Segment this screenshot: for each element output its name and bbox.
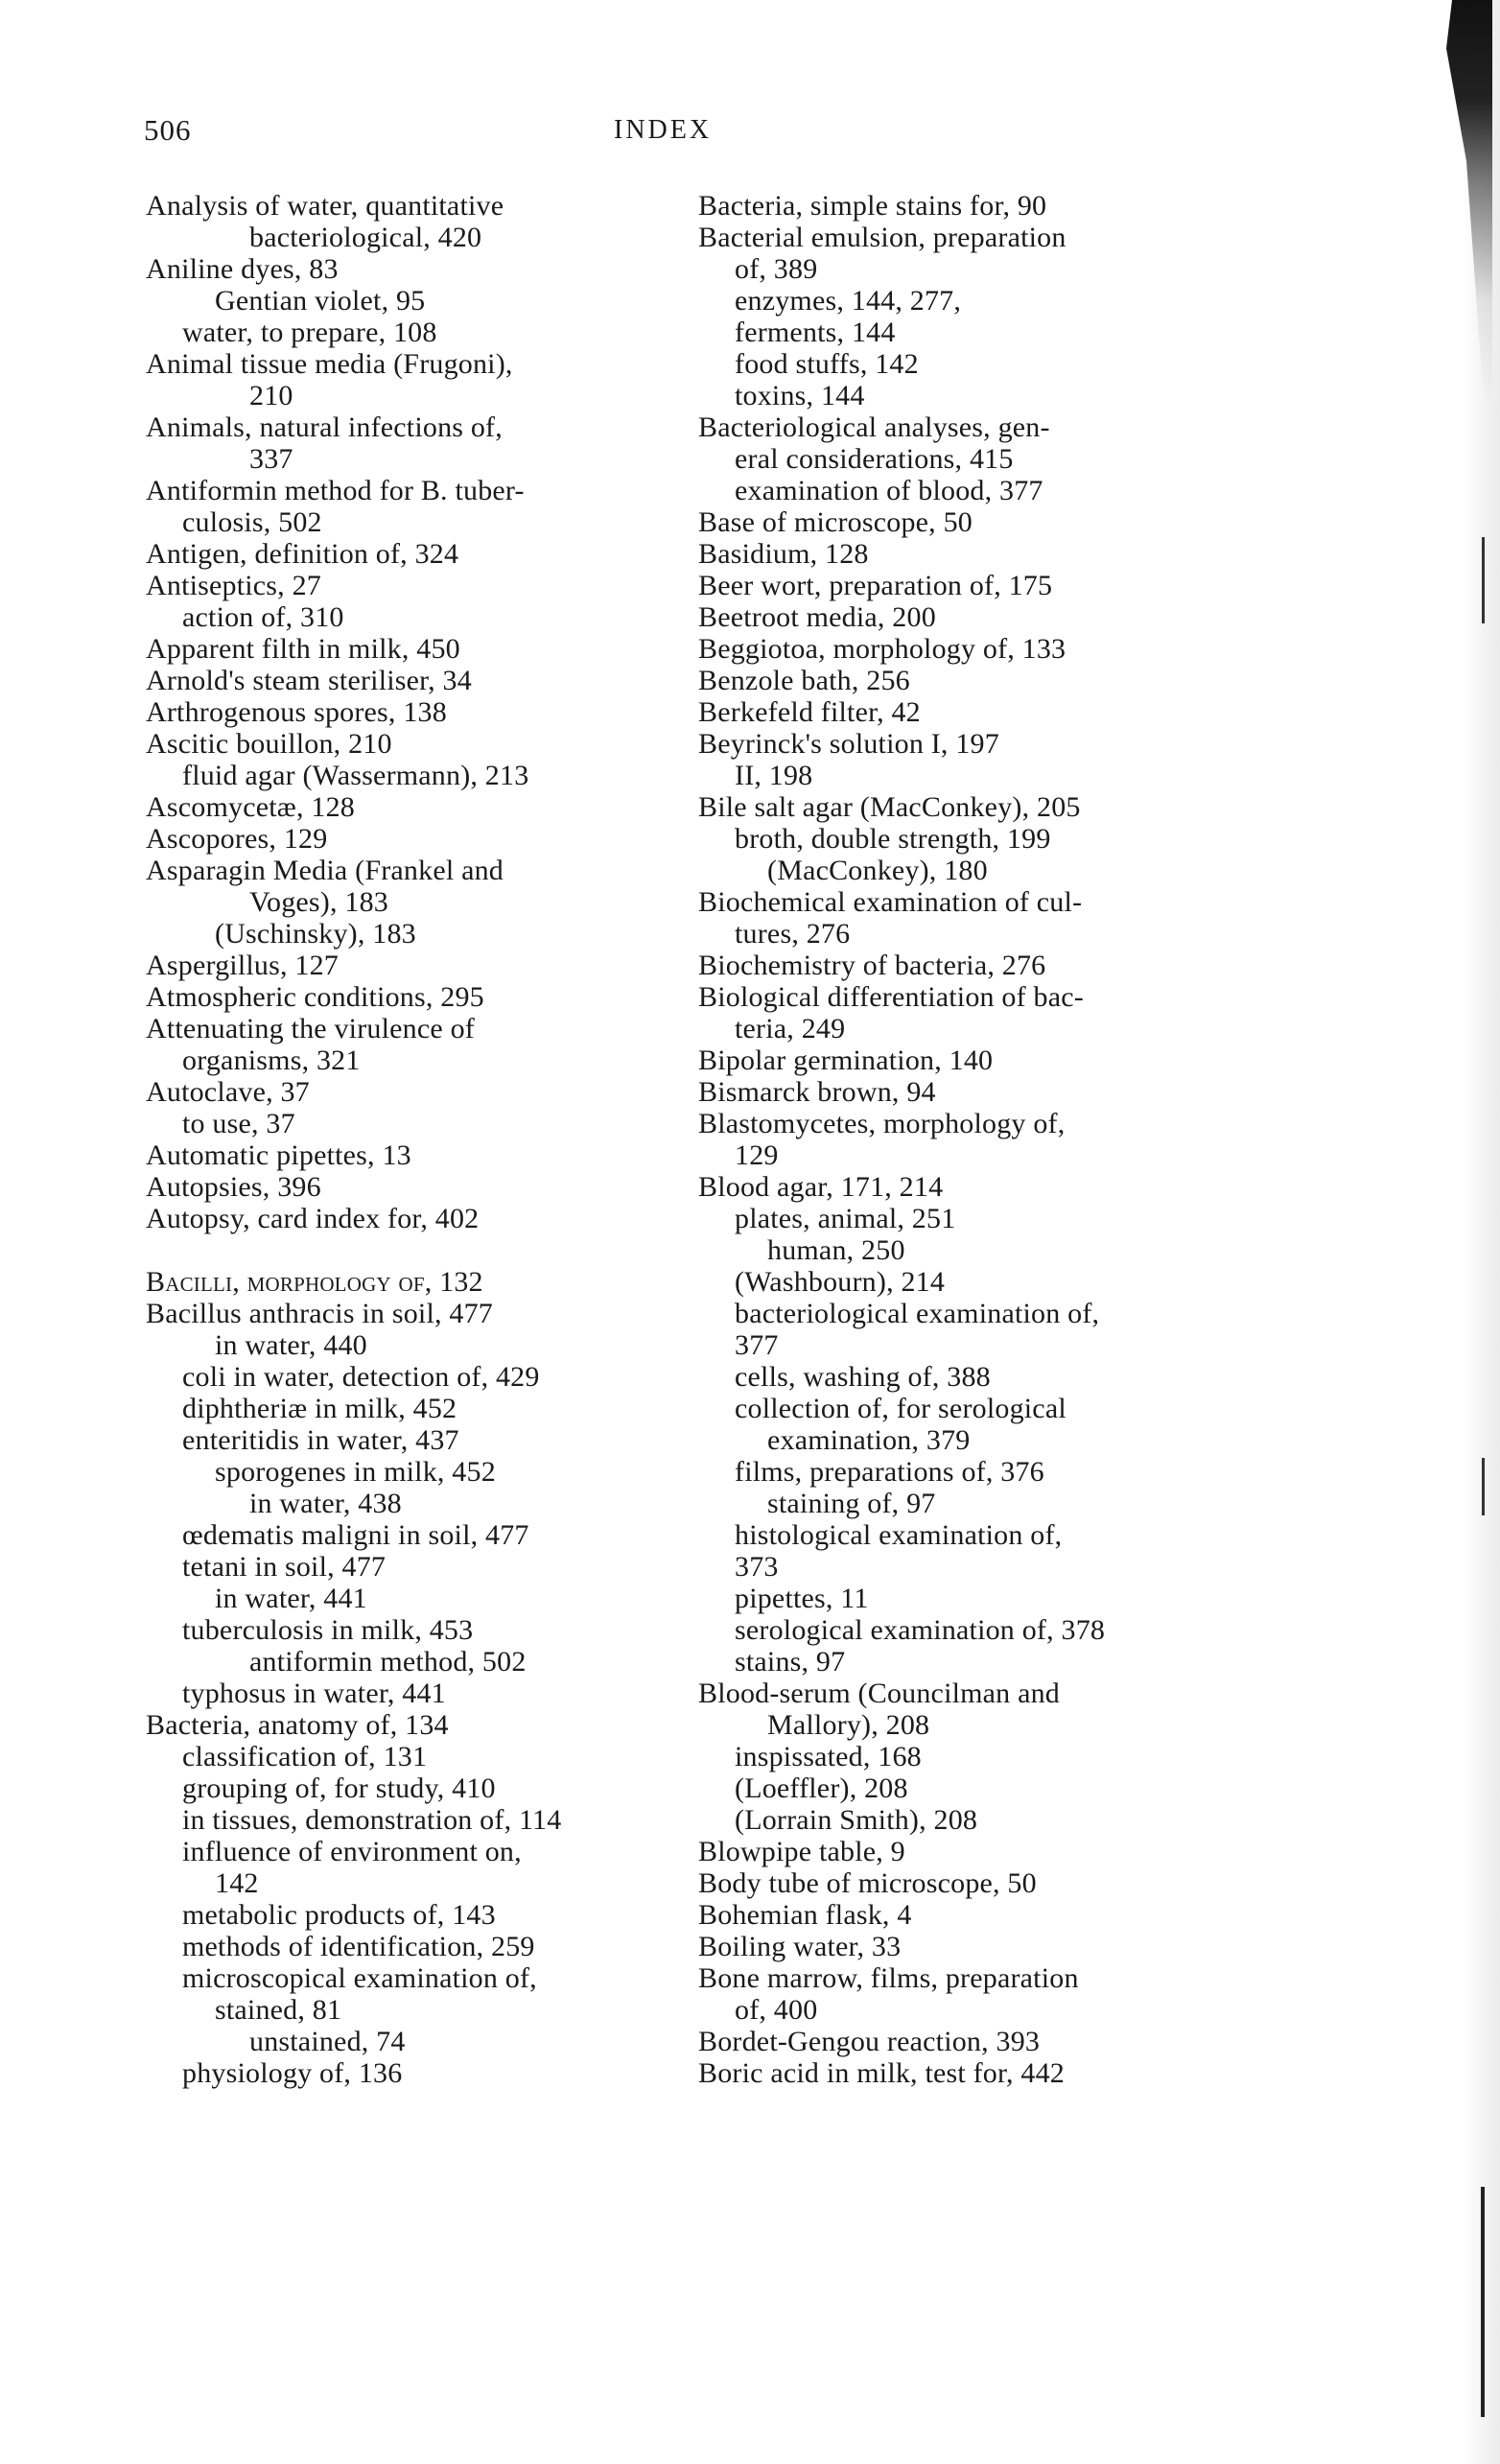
index-entry: Attenuating the virulence of — [146, 1013, 475, 1044]
page-number: 506 — [144, 113, 192, 147]
index-entry: 210 — [249, 380, 293, 411]
index-column-right — [698, 190, 1202, 2089]
index-entry: (Loeffler), 208 — [735, 1772, 908, 1804]
index-entry: enzymes, 144, 277, — [735, 285, 962, 317]
index-entry: Biochemistry of bacteria, 276 — [698, 950, 1046, 981]
index-entry: influence of environment on, — [182, 1836, 522, 1867]
running-head: INDEX — [614, 115, 713, 145]
scan-edge-line — [1481, 2187, 1485, 2417]
index-entry: Aspergillus, 127 — [146, 950, 339, 981]
index-entry: Atmospheric conditions, 295 — [146, 981, 484, 1013]
index-entry: 129 — [735, 1139, 779, 1171]
index-entry: Blowpipe table, 9 — [698, 1836, 905, 1867]
index-entry: Blood agar, 171, 214 — [698, 1171, 944, 1203]
index-entry: Automatic pipettes, 13 — [146, 1139, 411, 1171]
index-entry: in water, 441 — [215, 1583, 367, 1614]
index-entry: 337 — [249, 443, 293, 475]
index-entry: examination of blood, 377 — [735, 475, 1043, 506]
index-entry: in tissues, demonstration of, 114 — [182, 1804, 562, 1836]
index-entry: Antiseptics, 27 — [146, 570, 321, 601]
index-entry: Boric acid in milk, test for, 442 — [698, 2057, 1065, 2089]
index-entry: 142 — [215, 1867, 259, 1899]
index-entry: bacteriological, 420 — [249, 222, 482, 253]
index-column-left — [146, 190, 654, 2089]
index-entry: Benzole bath, 256 — [698, 665, 910, 696]
index-entry: physiology of, 136 — [182, 2057, 403, 2089]
index-entry: Beyrinck's solution I, 197 — [698, 728, 999, 760]
index-entry: Analysis of water, quantitative — [146, 190, 504, 222]
index-entry: action of, 310 — [182, 601, 344, 633]
index-entry: Autopsy, card index for, 402 — [146, 1203, 480, 1234]
index-entry: histological examination of, — [735, 1519, 1063, 1551]
index-entry: cells, washing of, 388 — [735, 1361, 991, 1393]
index-entry: Autopsies, 396 — [146, 1171, 321, 1203]
index-entry: diphtheriæ in milk, 452 — [182, 1393, 457, 1424]
index-entry: pipettes, 11 — [735, 1583, 869, 1614]
index-entry — [146, 1234, 654, 1266]
index-entry: eral considerations, 415 — [735, 443, 1014, 475]
index-entry: Beer wort, preparation of, 175 — [698, 570, 1053, 601]
index-entry: Animals, natural infections of, — [146, 411, 503, 443]
index-entry: grouping of, for study, 410 — [182, 1772, 496, 1804]
index-entry: human, 250 — [767, 1234, 905, 1266]
index-entry: Body tube of microscope, 50 — [698, 1867, 1037, 1899]
index-entry: Bismarck brown, 94 — [698, 1076, 936, 1108]
index-entry: 377 — [735, 1329, 779, 1361]
index-entry: inspissated, 168 — [735, 1741, 922, 1772]
index-entry: II, 198 — [735, 760, 813, 791]
index-entry: staining of, 97 — [767, 1488, 936, 1519]
index-entry: Bohemian flask, 4 — [698, 1899, 912, 1931]
index-entry: (Lorrain Smith), 208 — [735, 1804, 978, 1836]
index-entry: Animal tissue media (Frugoni), — [146, 348, 513, 380]
index-entry: water, to prepare, 108 — [182, 317, 437, 348]
index-entry: (MacConkey), 180 — [767, 855, 988, 886]
index-entry: food stuffs, 142 — [735, 348, 919, 380]
index-entry: unstained, 74 — [249, 2026, 406, 2057]
index-entry: in water, 438 — [249, 1488, 402, 1519]
index-entry: culosis, 502 — [182, 506, 322, 538]
index-entry: Ascitic bouillon, 210 — [146, 728, 392, 760]
index-entry: Bacilli, morphology of, 132 — [146, 1266, 483, 1298]
index-entry: Ascomycetæ, 128 — [146, 791, 355, 823]
index-entry: organisms, 321 — [182, 1044, 361, 1076]
index-entry: enteritidis in water, 437 — [182, 1424, 459, 1456]
index-entry: to use, 37 — [182, 1108, 295, 1139]
index-entry: Autoclave, 37 — [146, 1076, 310, 1108]
index-entry: films, preparations of, 376 — [735, 1456, 1044, 1488]
index-entry: Bipolar germination, 140 — [698, 1044, 994, 1076]
index-entry: Bordet-Gengou reaction, 393 — [698, 2026, 1041, 2057]
index-entry: Mallory), 208 — [767, 1709, 930, 1741]
index-entry: Antigen, definition of, 324 — [146, 538, 459, 570]
index-entry: Bacterial emulsion, preparation — [698, 222, 1066, 253]
index-entry: Voges), 183 — [249, 886, 388, 918]
scan-edge-band — [1462, 0, 1500, 2464]
index-entry: Biochemical examination of cul- — [698, 886, 1083, 918]
index-entry: Bone marrow, films, preparation — [698, 1962, 1079, 1994]
index-entry: Arnold's steam steriliser, 34 — [146, 665, 472, 696]
index-entry: antiformin method, 502 — [249, 1646, 527, 1678]
index-entry: teria, 249 — [735, 1013, 846, 1044]
index-entry: Bacteriological analyses, gen- — [698, 411, 1050, 443]
index-entry: Aniline dyes, 83 — [146, 253, 339, 285]
index-entry: fluid agar (Wassermann), 213 — [182, 760, 529, 791]
index-entry: (Washbourn), 214 — [735, 1266, 946, 1298]
index-entry: Biological differentiation of bac- — [698, 981, 1084, 1013]
index-entry: Base of microscope, 50 — [698, 506, 973, 538]
index-entry: ferments, 144 — [735, 317, 896, 348]
index-entry: Beetroot media, 200 — [698, 601, 936, 633]
index-entry: Bacteria, simple stains for, 90 — [698, 190, 1047, 222]
index-entry: Bacillus anthracis in soil, 477 — [146, 1298, 493, 1329]
index-entry: Blood-serum (Councilman and — [698, 1678, 1061, 1709]
index-entry: Apparent filth in milk, 450 — [146, 633, 460, 665]
index-entry: bacteriological examination of, — [735, 1298, 1100, 1329]
index-entry: examination, 379 — [767, 1424, 971, 1456]
scan-edge-line — [1482, 537, 1485, 623]
index-entry: œdematis maligni in soil, 477 — [182, 1519, 529, 1551]
index-entry: tuberculosis in milk, 453 — [182, 1614, 474, 1646]
index-entry: Blastomycetes, morphology of, — [698, 1108, 1066, 1139]
index-entry: Bacteria, anatomy of, 134 — [146, 1709, 449, 1741]
index-entry: Basidium, 128 — [698, 538, 869, 570]
index-entry: tetani in soil, 477 — [182, 1551, 387, 1583]
index-entry: 373 — [735, 1551, 779, 1583]
index-entry: Bile salt agar (MacConkey), 205 — [698, 791, 1081, 823]
index-entry: in water, 440 — [215, 1329, 367, 1361]
index-entry: sporogenes in milk, 452 — [215, 1456, 496, 1488]
scan-edge-line — [1482, 1458, 1485, 1515]
index-entry: Arthrogenous spores, 138 — [146, 696, 447, 728]
index-entry: classification of, 131 — [182, 1741, 428, 1772]
index-entry: collection of, for serological — [735, 1393, 1066, 1424]
index-entry: methods of identification, 259 — [182, 1931, 535, 1962]
index-entry: stains, 97 — [735, 1646, 846, 1678]
index-entry: plates, animal, 251 — [735, 1203, 956, 1234]
index-entry: of, 389 — [735, 253, 818, 285]
index-entry: of, 400 — [735, 1994, 818, 2026]
index-entry: Boiling water, 33 — [698, 1931, 902, 1962]
index-entry: Antiformin method for B. tuber- — [146, 475, 525, 506]
index-entry: coli in water, detection of, 429 — [182, 1361, 540, 1393]
index-entry: toxins, 144 — [735, 380, 865, 411]
index-entry: Berkefeld filter, 42 — [698, 696, 921, 728]
index-entry: Beggiotoa, morphology of, 133 — [698, 633, 1066, 665]
index-entry: Ascopores, 129 — [146, 823, 328, 855]
index-entry: typhosus in water, 441 — [182, 1678, 446, 1709]
index-entry: (Uschinsky), 183 — [215, 918, 416, 950]
index-entry: stained, 81 — [215, 1994, 342, 2026]
index-entry: tures, 276 — [735, 918, 851, 950]
scan-edge-shadow — [1395, 0, 1500, 2464]
index-entry: Gentian violet, 95 — [215, 285, 426, 317]
index-entry: Asparagin Media (Frankel and — [146, 855, 504, 886]
index-entry: broth, double strength, 199 — [735, 823, 1051, 855]
index-entry: metabolic products of, 143 — [182, 1899, 496, 1931]
index-entry: serological examination of, 378 — [735, 1614, 1106, 1646]
index-entry: microscopical examination of, — [182, 1962, 537, 1994]
